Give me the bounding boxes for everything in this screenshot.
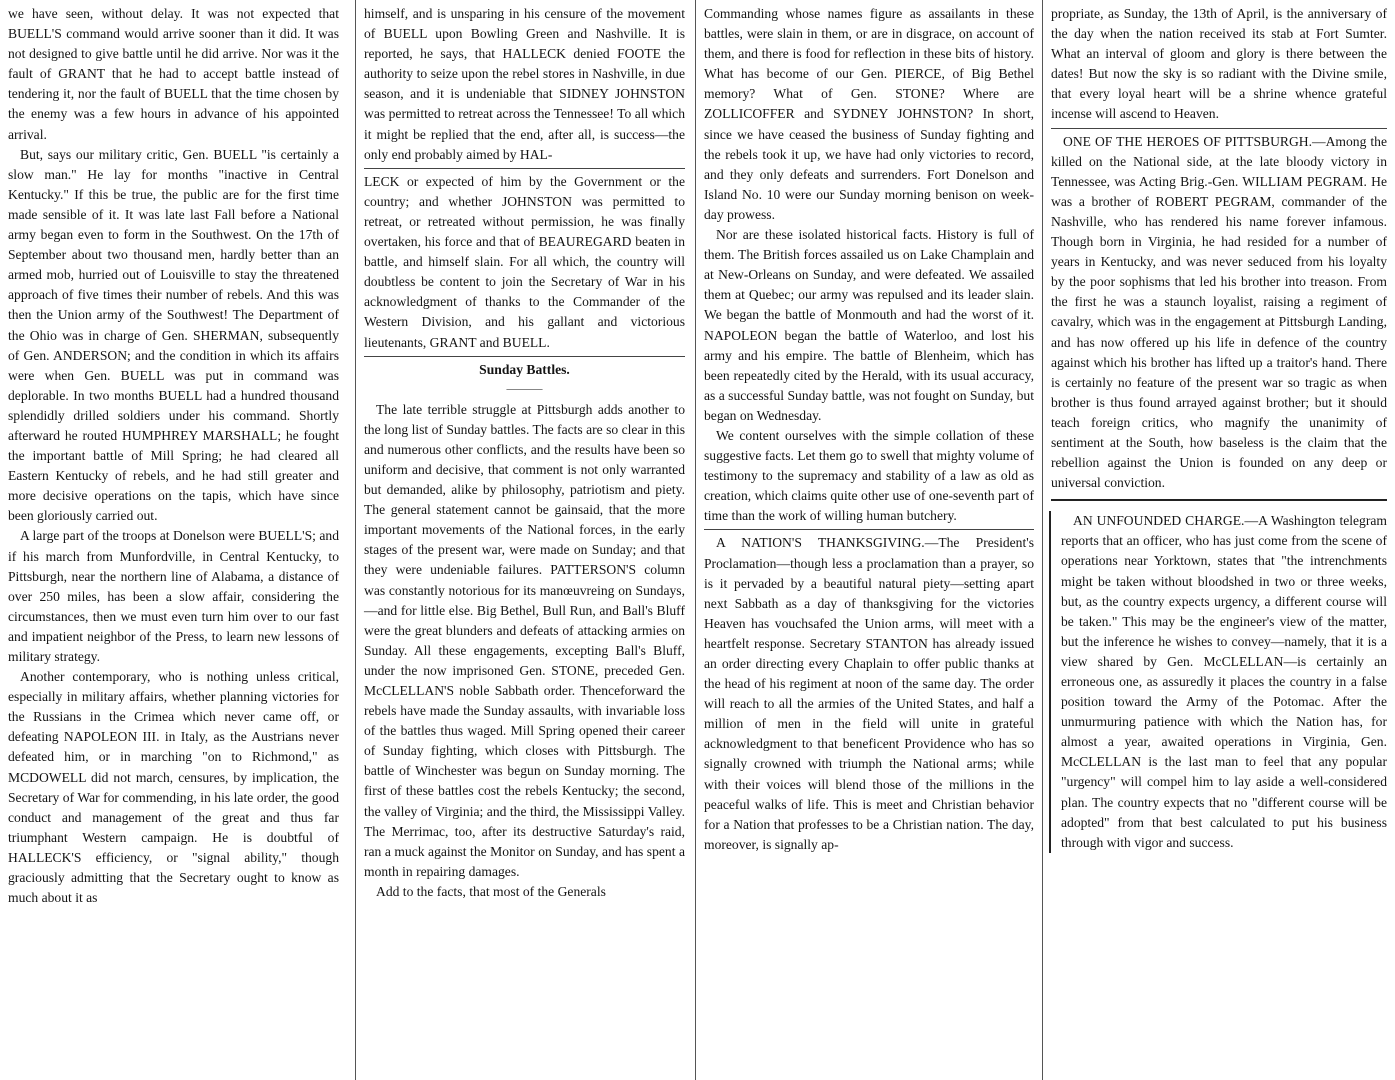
column-break-rule	[364, 168, 685, 169]
unfounded-charge-body: —A Washington telegram reports that an officer, who has just come from the scene of operations near Yorktown, states that "the intrenchments might be taken without bloodshed in two or three weeks, but, as the country expects urgency, a different course will be taken." This may be the engineer's view of the matter, but the inference he wishes to convey—namely, that it is a view shared by Gen. McCLELLAN—is certainly an erroneous one, as assuredly it places the country in a false position toward the Army of the Potomac. After the unmurmuring patience with which the Nation has, for almost a year, awaited operations in Virginia, Gen. McCLELLAN is the last man to feel that any popular "urgency" will compel him to lay aside a well-considered plan. The country expects that no "different course will be adopted" from that best calculated to put his business through with vigor and success.	[1061, 513, 1387, 850]
col1-paragraph-1: we have seen, without delay. It was not expected that BUELL'S command would arrive sooner than it did. It was not designed to give battle until he did arrive. Nor was it the fault of GRANT that he had to accept battle instead of tendering it, nor the fault of BUELL that the time chosen by the enemy was a few hours in advance of his appointed arrival.	[8, 6, 339, 142]
thanksgiving-lead: A NATION'S THANKSGIVING.	[716, 535, 925, 551]
article-divider	[704, 529, 1034, 530]
unfounded-charge-lead: AN UNFOUNDED CHARGE.	[1073, 513, 1245, 529]
col2-paragraph-2: LECK or expected of him by the Government or the country; and whether JOHNSTON was permitted to retreat, or retreated without permission, he was finally overtaken, his force and that of BEAUREGARD beaten in battle, and himself slain. For all which, the country will doubtless be content to join the Secretary of War in his acknowledgment of thanks to the Commander of the Western Division, and his gallant and victorious lieutenants, GRANT and BUELL.	[364, 173, 685, 350]
unfounded-charge-article	[1049, 511, 1387, 853]
col2-paragraph-4: Add to the facts, that most of the Generals	[376, 883, 606, 899]
col4-paragraph-1: propriate, as Sunday, the 13th of April, is the anniversary of the day when the nation received its stab at Fort Sumter. What an interval of gloom and glory is there between the dates! But now the sky is so radiant with the Divine smile, that every loyal heart will be a shrine whence grateful incense will ascend to Heaven.	[1051, 6, 1387, 122]
col1-paragraph-2: But, says our military critic, Gen. BUELL "is certainly a slow man." He lay for months "inactive in Central Kentucky." If this be true, the public are for the first time made sensible of it. It was late last Fall before a National army began even to form in the Southwest. On the 17th of September about two thousand men, hardly better than an armed mob, hurried out of Louisville to stay the threatened approach of five times their number of rebels. And this was then the Union army of the Southwest! The Department of the Ohio was in charge of Gen. SHERMAN, subsequently of Gen. ANDERSON; and the condition in which its affairs were when Gen. BUELL was put in command was deplorable. In two months BUELL had a hundred thousand splendidly drilled soldiers under his command. Shortly afterward he routed HUMPHREY MARSHALL; he fought the important battle of Mill Spring; he had cleared all Eastern Kentucky of rebels, and he had still greater and more decisive operations on the tapis, which have since been gloriously carried out.	[8, 146, 339, 524]
column-3	[695, 0, 1042, 1080]
article-divider	[1051, 128, 1387, 129]
pegram-article	[1051, 132, 1387, 502]
col2-paragraph-1: himself, and is unsparing in his censure of the movement of BUELL upon Bowling Green and Nashville. It is reported, he says, that HALLECK denied FOOTE the authority to seize upon the rebel stores in Nashville, in due season, and it is undeniable that SIDNEY JOHNSTON was permitted to retreat across the Tennessee! To all which it might be replied that the end, after all, is success—the only end probably aimed by HAL-	[364, 6, 685, 162]
pegram-lead: ONE OF THE HEROES OF PITTSBURGH.	[1063, 133, 1313, 149]
col3-paragraph-1: Commanding whose names figure as assailants in these battles, were slain in them, or are in disgrace, on account of them, and there is food for reflection in these bits of history. What has become of our Gen. PIERCE, of Big Bethel memory? What of Gen. STONE? Where are ZOLLICOFFER and SYDNEY JOHNSTON? In short, since we have ceased the business of Sunday fighting and the rebels took it up, we have had only victories to record, and they only defeats and surrenders. Fort Donelson and Island No. 10 were our Sunday morning benison on week-day prowess.	[704, 6, 1034, 222]
col2-paragraph-3: The late terrible struggle at Pittsburgh adds another to the long list of Sunday battles. The facts are so clear in this and numerous other conflicts, and the results have been so uniform and decisive, that comment is not only warranted but demanded, alike by philosophy, patriotism and piety. The general statement cannot be gainsaid, that the more important movements of the National forces, in the early stages of the present war, were made on Sunday; and that they were undeniable failures. PATTERSON'S column was constantly notorious for its manœuvreing on Sundays,—and for little else. Big Bethel, Bull Run, and Ball's Bluff were the great blunders and defeats of attacking armies on Sunday. All these engagements, excepting Ball's Bluff, under the now imprisoned Gen. STONE, preceded Gen. McCLELLAN'S noble Sabbath order. Thenceforward the rebels have made the Sunday assaults, with invariable loss of the battles thus waged. Mill Spring opened their career of Sunday fighting, which closes with Pittsburgh. The battle of Winchester was begun on Sunday morning. The first of these battles cost the rebels Kentucky; the second, the valley of Virginia; and the third, the Mississippi Valley. The Merrimac, too, after its destructive Saturday's raid, ran a muck against the Monitor on Sunday, and has spent a month in repairing damages.	[364, 401, 686, 879]
heading-dash: ———	[506, 380, 543, 395]
col1-paragraph-3: A large part of the troops at Donelson were BUELL'S; and if his march from Munfordville, in Central Kentucky, to Pittsburgh, near the northern line of Alabama, a distance of over 250 miles, has been a slow affair, considering the circumstances, then we must even turn him over to our fast and impatient neighbor of the Press, to learn new lessons of military strategy.	[8, 528, 339, 664]
column-4	[1042, 0, 1395, 1080]
col3-paragraph-4	[704, 533, 1034, 855]
col1-paragraph-4: Another contemporary, who is nothing unless critical, especially in military affairs, whether planning victories for the Russians in the Crimea which never came off, or defeating NAPOLEON III. in Italy, as the Austrians never defeated him, or in marching "on to Richmond," as MCDOWELL did not march, censures, by implication, the Secretary of War for commending, in his late order, the good conduct and management of the great and thus far triumphant Western campaign. He is doubtful of HALLECK'S efficiency, or "signal ability," though graciously admitting that the Secretary ought to know as much about it as	[8, 669, 339, 906]
col3-paragraph-2: Nor are these isolated historical facts. History is full of them. The British forces assailed us on Lake Champlain and at New-Orleans on Sunday, and were defeated. We assailed them at Quebec; our army was repulsed and its leader slain. We began the battle of Monmouth and had the worst of it. NAPOLEON began the battle of Waterloo, and lost his army and his empire. The battle of Blenheim, which has been repeatedly cited by the Herald, with its usual accuracy, as a successful Sunday battle, was not fought on Sunday, but began on Wednesday.	[704, 227, 1034, 423]
column-1	[0, 0, 347, 1080]
article-heading-sunday-battles: Sunday Battles.	[479, 361, 570, 377]
col3-paragraph-3: We content ourselves with the simple collation of these suggestive facts. Let them go to swell that mighty volume of testimony to the supremacy and stability of a law as old as creation, which claims quite other use of one-seventh part of time than the work of willing human butchery.	[704, 427, 1034, 524]
column-2	[355, 0, 693, 1080]
article-divider	[364, 356, 685, 357]
pegram-body: —Among the killed on the National side, at the late bloody victory in Tennessee, was Acting Brig.-Gen. WILLIAM PEGRAM. He was a brother of ROBERT PEGRAM, commander of the Nashville, who has rendered his name forever infamous. Though born in Virginia, he had resided for a number of years in Kentucky, and was never seduced from his loyalty by the poor sophisms that led his brother into treason. From the first he was a staunch loyalist, raising a regiment of cavalry, which was in the engagement at Pittsburgh Landing, and has now offered up his life in defence of the country against which his brother has lifted up a traitor's hand. There is certainly no feature of the present war so tragic as when brother is thus found arrayed against brother; but it should teach foreign critics, who magnify the unanimity of sentiment at the South, how baseless is the claim that the rebellion against the Union is founded on any deep or universal conviction.	[1051, 133, 1388, 491]
thanksgiving-body: —The President's Proclamation—though less a proclamation than a prayer, so is it pervaded by a beautiful natural piety—setting apart next Sabbath as a day of thanksgiving for the victories Heaven has vouchsafed the Union arms, will meet with a heartfelt response. Secretary STANTON has already issued an order directing every Chaplain to offer public thanks at the head of his regiment at noon of the same day. The order will reach to all the armies of the United States, and half a million of men in the field will unite in grateful acknowledgment to that beneficent Providence who has so signally crowned with triumph the National arms; while with their voices will blend those of the millions in the peaceful walks of life. This is meet and Christian behavior for a Nation that professes to be a Christian nation. The day, moreover, is signally ap-	[704, 535, 1034, 852]
